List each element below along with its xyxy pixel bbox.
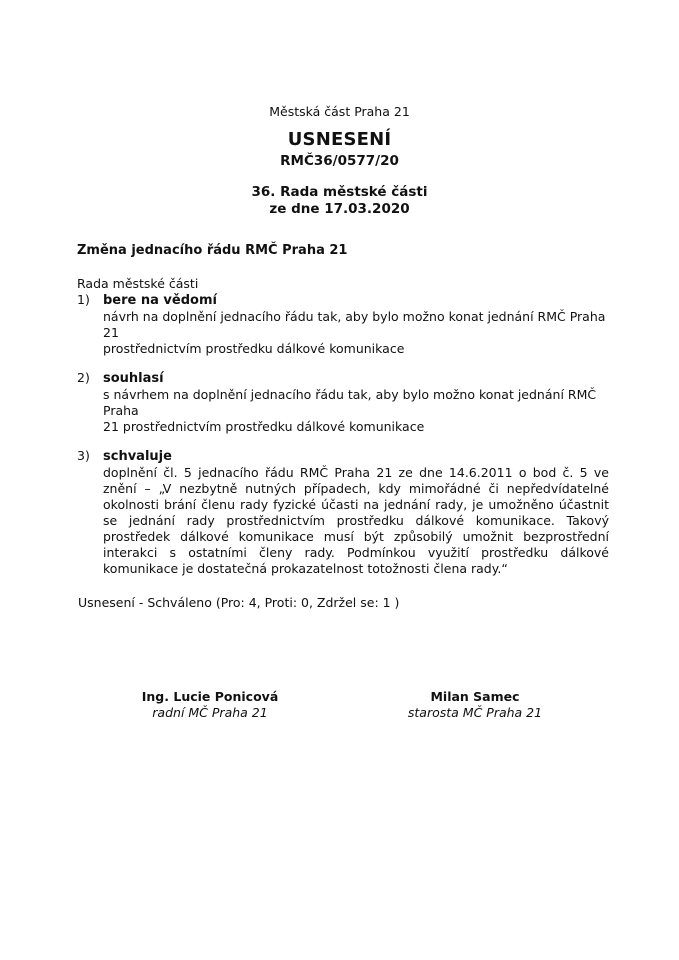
resolution-item-3 — [77, 448, 609, 577]
item-number: 3) — [77, 448, 90, 463]
item-line: s návrhem na doplnění jednacího řádu tak, aby bylo možno konat jednání RMČ Praha — [103, 387, 597, 418]
item-line: 21 prostřednictvím prostředku dálkové komunikace — [103, 419, 425, 434]
resolution-item-2 — [77, 370, 609, 435]
signatory-role: starosta MČ Praha 21 — [407, 705, 543, 720]
signature-block-2 — [365, 689, 585, 721]
document-title: USNESENÍ — [287, 129, 392, 150]
item-line: prostřednictvím prostředku dálkové komunikace — [103, 341, 405, 356]
item-body — [103, 309, 609, 357]
resolution-subject: Změna jednacího řádu RMČ Praha 21 — [77, 243, 348, 258]
signatures-row — [0, 689, 679, 729]
item-number: 2) — [77, 370, 90, 385]
item-verb: bere na vědomí — [103, 293, 217, 308]
signatory-name: Ing. Lucie Ponicová — [141, 689, 279, 704]
item-verb: souhlasí — [103, 371, 164, 386]
item-body — [103, 387, 609, 435]
item-verb: schvaluje — [103, 449, 172, 464]
organization-name: Městská část Praha 21 — [269, 104, 410, 119]
vote-result: Usnesení - Schváleno (Pro: 4, Proti: 0, Zdržel se: 1 ) — [78, 595, 400, 610]
meeting-name: 36. Rada městské části — [251, 184, 428, 200]
signatory-role: radní MČ Praha 21 — [152, 705, 268, 720]
item-body: doplnění čl. 5 jednacího řádu RMČ Praha 21 ze dne 14.6.2011 o bod č. 5 ve znění – „V nezbytně nutných případech, kdy mimořádné či nepředvídatelné okolnosti brání členu rady fyzické účasti na jednání rady, je umožněno účastnit se jednání rady prostřednictvím prostředku dálkové komunikace. Takový prostředek dálkové komunikace musí být způsobilý umožnit bezprostřední interakci s ostatními členy rady. Podmínkou využití prostředku dálkové komunikace je dostatečná prokazatelnost totožnosti člena rady.“ — [103, 465, 609, 576]
council-intro: Rada městské části — [77, 276, 199, 291]
resolution-item-1 — [77, 292, 609, 357]
signatory-name: Milan Samec — [430, 689, 520, 704]
meeting-date: ze dne 17.03.2020 — [269, 201, 410, 217]
item-line: návrh na doplnění jednacího řádu tak, aby bylo možno konat jednání RMČ Praha 21 — [103, 309, 606, 340]
signature-block-1 — [100, 689, 320, 721]
item-number: 1) — [77, 292, 90, 307]
resolution-number: RMČ36/0577/20 — [280, 153, 399, 169]
